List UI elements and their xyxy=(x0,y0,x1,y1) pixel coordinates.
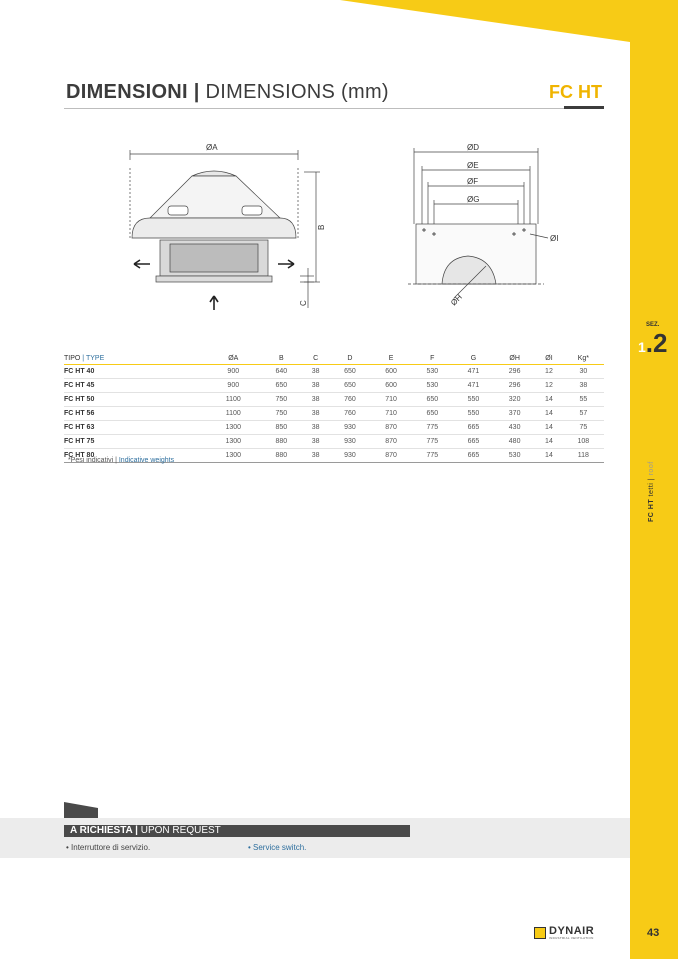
table-cell: 665 xyxy=(453,449,494,463)
table-cell: 665 xyxy=(453,435,494,449)
side-caption-en: roof xyxy=(648,461,655,476)
row-type: FC HT 56 xyxy=(64,407,206,421)
model-tag: FC HT xyxy=(549,82,602,102)
section-marker xyxy=(630,322,678,362)
table-cell: 870 xyxy=(371,421,412,435)
label-e: ØE xyxy=(467,161,479,170)
table-cell: 30 xyxy=(563,365,604,379)
side-caption xyxy=(648,461,655,522)
row-type: FC HT 75 xyxy=(64,435,206,449)
page-number: 43 xyxy=(647,927,660,939)
section-number xyxy=(638,328,667,359)
table-cell: 14 xyxy=(535,393,562,407)
header-cell: E xyxy=(371,352,412,365)
table-cell: 14 xyxy=(535,449,562,463)
table-row xyxy=(64,393,604,407)
table-cell: 750 xyxy=(261,407,302,421)
table-cell: 530 xyxy=(412,365,453,379)
title-light: DIMENSIONS (mm) xyxy=(205,81,389,103)
table-cell: 775 xyxy=(412,421,453,435)
table-row xyxy=(64,365,604,379)
table-cell: 930 xyxy=(329,435,370,449)
row-type: FC HT 63 xyxy=(64,421,206,435)
table-cell: 1100 xyxy=(206,407,261,421)
table-cell: 710 xyxy=(371,407,412,421)
section-label: SEZ. xyxy=(646,322,660,328)
label-f: ØF xyxy=(467,177,479,186)
table-cell: 480 xyxy=(494,435,535,449)
table-cell: 710 xyxy=(371,393,412,407)
label-c: C xyxy=(299,300,308,306)
title-bold: DIMENSIONI | xyxy=(66,81,200,103)
request-title-it: A RICHIESTA | xyxy=(70,825,138,836)
table-cell: 57 xyxy=(563,407,604,421)
logo-subtitle: INDUSTRIAL VENTILATION xyxy=(549,936,594,940)
table-cell: 1300 xyxy=(206,421,261,435)
row-type: FC HT 80 xyxy=(64,449,206,463)
table-cell: 750 xyxy=(261,393,302,407)
table-row xyxy=(64,379,604,393)
dimension-drawing xyxy=(110,138,570,318)
table-cell: 650 xyxy=(329,365,370,379)
table-cell: 14 xyxy=(535,435,562,449)
table-cell: 550 xyxy=(453,393,494,407)
title-rule xyxy=(64,108,604,109)
table-cell: 108 xyxy=(563,435,604,449)
side-caption-it: tetti xyxy=(648,482,655,497)
row-type: FC HT 40 xyxy=(64,365,206,379)
model-tag-underline xyxy=(564,106,604,109)
weights-note-it: *Pesi indicativi | xyxy=(68,457,117,464)
table-row xyxy=(64,421,604,435)
table-cell: 600 xyxy=(371,365,412,379)
table-cell: 296 xyxy=(494,365,535,379)
request-item-it: • Interruttore di servizio. xyxy=(66,843,151,852)
label-h: ØH xyxy=(449,292,464,308)
table-cell: 775 xyxy=(412,435,453,449)
header-cell: D xyxy=(329,352,370,365)
table-cell: 530 xyxy=(494,449,535,463)
table-cell: 14 xyxy=(535,407,562,421)
table-cell: 38 xyxy=(302,449,329,463)
header-cell: G xyxy=(453,352,494,365)
table-cell: 760 xyxy=(329,407,370,421)
section-prefix: 1 xyxy=(638,339,646,355)
table-cell: 12 xyxy=(535,365,562,379)
row-type: FC HT 50 xyxy=(64,393,206,407)
table-header-row xyxy=(64,352,604,365)
table-cell: 38 xyxy=(302,421,329,435)
header-cell: ØA xyxy=(206,352,261,365)
fan-side-view xyxy=(130,150,320,310)
table-row xyxy=(64,407,604,421)
table-cell: 296 xyxy=(494,379,535,393)
table-cell: 38 xyxy=(302,379,329,393)
side-caption-sep: | xyxy=(648,477,655,481)
table-cell: 930 xyxy=(329,449,370,463)
header-cell: ØH xyxy=(494,352,535,365)
table-cell: 75 xyxy=(563,421,604,435)
table-cell: 118 xyxy=(563,449,604,463)
header-cell: F xyxy=(412,352,453,365)
table-cell: 665 xyxy=(453,421,494,435)
side-caption-model: FC HT xyxy=(648,498,655,522)
table-cell: 14 xyxy=(535,421,562,435)
table-cell: 38 xyxy=(302,365,329,379)
logo-text: DYNAIR xyxy=(549,925,595,937)
table-cell: 870 xyxy=(371,449,412,463)
table-cell: 880 xyxy=(261,435,302,449)
base-flange-view xyxy=(408,148,548,298)
table-cell: 530 xyxy=(412,379,453,393)
section-suffix: .2 xyxy=(645,328,668,358)
header-cell: ØI xyxy=(535,352,562,365)
table-cell: 320 xyxy=(494,393,535,407)
top-wedge xyxy=(0,0,678,60)
table-cell: 38 xyxy=(302,393,329,407)
header-cell: Kg* xyxy=(563,352,604,365)
header-type-it: TIPO xyxy=(64,354,81,362)
table-cell: 471 xyxy=(453,365,494,379)
label-d: ØD xyxy=(467,143,479,152)
page-title xyxy=(66,81,389,104)
table-cell: 930 xyxy=(329,421,370,435)
table-cell: 1100 xyxy=(206,393,261,407)
table-cell: 760 xyxy=(329,393,370,407)
row-type: FC HT 45 xyxy=(64,379,206,393)
table-cell: 1300 xyxy=(206,449,261,463)
table-cell: 640 xyxy=(261,365,302,379)
table-cell: 880 xyxy=(261,449,302,463)
table-cell: 600 xyxy=(371,379,412,393)
request-title-en: UPON REQUEST xyxy=(140,825,221,836)
table-cell: 1300 xyxy=(206,435,261,449)
table-cell: 38 xyxy=(302,435,329,449)
table-cell: 471 xyxy=(453,379,494,393)
weights-note xyxy=(68,457,174,464)
table-row xyxy=(64,435,604,449)
dimensions-table xyxy=(64,352,604,463)
weights-note-en: Indicative weights xyxy=(118,457,175,464)
table-cell: 430 xyxy=(494,421,535,435)
table-cell: 55 xyxy=(563,393,604,407)
table-cell: 850 xyxy=(261,421,302,435)
brand-logo xyxy=(534,926,594,940)
request-panel xyxy=(0,818,630,858)
logo-mark-icon xyxy=(534,927,546,939)
request-title xyxy=(64,825,410,837)
table-cell: 775 xyxy=(412,449,453,463)
label-g: ØG xyxy=(467,195,480,204)
table-cell: 370 xyxy=(494,407,535,421)
request-item-en: • Service switch. xyxy=(248,843,307,852)
table-cell: 650 xyxy=(329,379,370,393)
header-type-sep: | xyxy=(82,354,85,362)
header-type xyxy=(64,352,206,365)
section-tab xyxy=(64,802,98,818)
table-cell: 550 xyxy=(453,407,494,421)
table-cell: 870 xyxy=(371,435,412,449)
table-cell: 650 xyxy=(261,379,302,393)
table-cell: 900 xyxy=(206,365,261,379)
table-cell: 650 xyxy=(412,393,453,407)
table-cell: 12 xyxy=(535,379,562,393)
table-cell: 900 xyxy=(206,379,261,393)
header-cell: C xyxy=(302,352,329,365)
table-cell: 38 xyxy=(563,379,604,393)
label-a: ØA xyxy=(206,143,218,152)
label-b: B xyxy=(317,224,326,230)
header-type-en: TYPE xyxy=(85,354,105,362)
header-cell: B xyxy=(261,352,302,365)
label-i: ØI xyxy=(550,234,559,243)
table-cell: 38 xyxy=(302,407,329,421)
table-cell: 650 xyxy=(412,407,453,421)
